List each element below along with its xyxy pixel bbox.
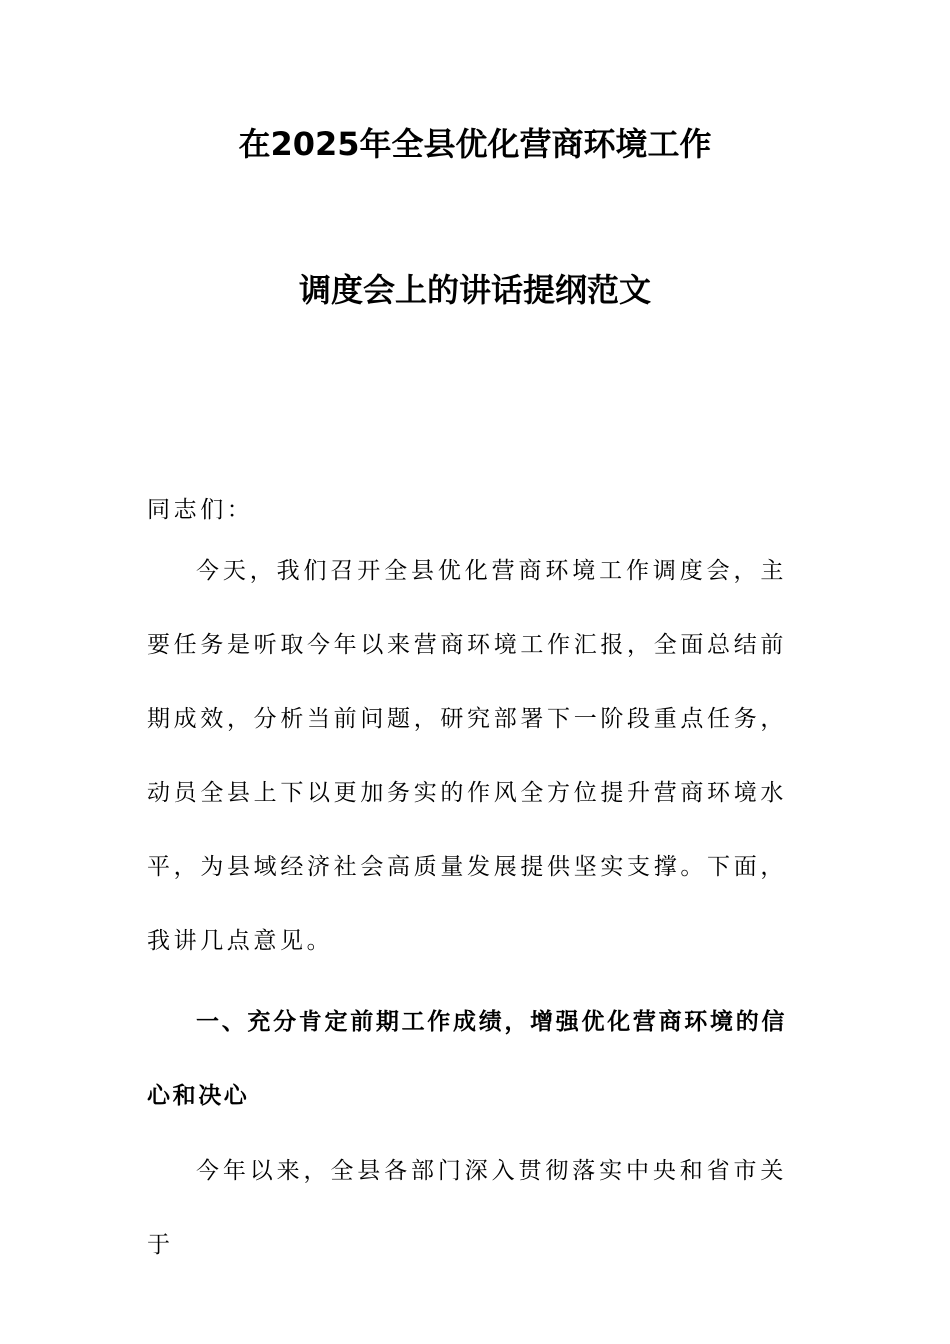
paragraph-section-1: 今年以来，全县各部门深入贯彻落实中央和省市关于: [147, 1158, 787, 1258]
paragraph-intro: 今天，我们召开全县优化营商环境工作调度会，主要任务是听取今年以来营商环境工作汇报，全面总结前期成效，分析当前问题，研究部署下一阶段重点任务，动员全县上下以更加务实的作风全方位提升营商环境水平，为县域经济社会高质量发展提供坚实支撑。下面，我讲几点意见。: [147, 558, 787, 954]
section-heading-1: 一、充分肯定前期工作成绩，增强优化营商环境的信心和决心: [147, 1009, 787, 1109]
document-title-line-1: 在2025年全县优化营商环境工作: [238, 125, 712, 163]
salutation: 同志们：: [147, 497, 254, 523]
document-title-line-2: 调度会上的讲话提纲范文: [298, 271, 651, 309]
